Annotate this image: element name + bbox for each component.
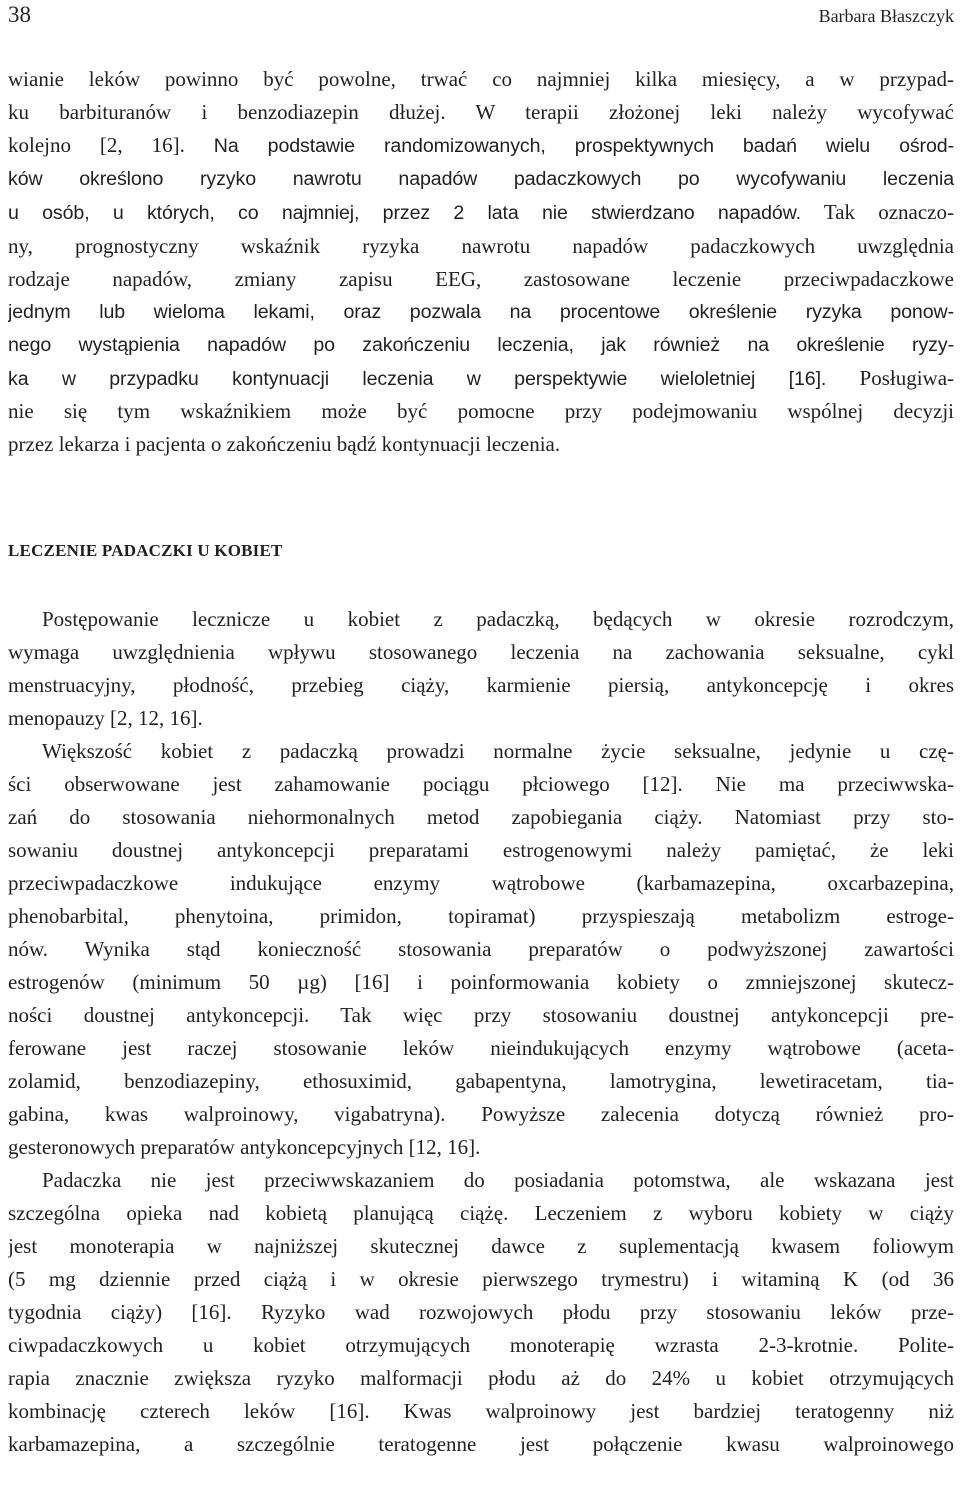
text-line: ny, prognostyczny wskaźnik ryzyka nawrotu napadów padaczkowych uwzględnia	[8, 233, 954, 258]
text-fragment: kolejno [2, 16].	[8, 133, 185, 157]
text-line: menopauzy [2, 12, 16].	[8, 706, 203, 730]
text-line: karbamazepina, a szczególnie teratogenne jest połączenie kwasu walproinowego	[8, 1432, 954, 1456]
text-line	[8, 362, 954, 396]
text-line: ku barbituranów i benzodiazepin dłużej. W terapii złożonej leki należy wycofywać	[8, 100, 954, 124]
text-line: gesteronowych preparatów antykoncepcyjnych [12, 16].	[8, 1135, 481, 1159]
text-line: rapia znacznie zwiększa ryzyko malformacji płodu aż do 24% u kobiet otrzymujących	[8, 1366, 954, 1390]
text-fragment: ka w przypadku kontynuacji leczenia w perspektywie wieloletniej [16].	[8, 367, 827, 390]
text-line: tygodnia ciąży) [16]. Ryzyko wad rozwojowych płodu przy stosowaniu leków prze-	[8, 1300, 954, 1324]
text-line: (5 mg dziennie przed ciążą i w okresie pierwszego trymestru) i witaminą K (od 36	[8, 1267, 954, 1291]
text-line: nów. Wynika stąd konieczność stosowania preparatów o podwyższonej zawartości	[8, 937, 954, 961]
text-line	[8, 196, 954, 230]
text-line: nie się tym wskaźnikiem może być pomocne przy podejmowaniu wspólnej decyzji	[8, 399, 954, 424]
page-number: 38	[8, 2, 31, 27]
text-line: szczególna opieka nad kobietą planującą ciążę. Leczeniem z wyboru kobiety w ciąży	[8, 1201, 954, 1225]
text-line: rodzaje napadów, zmiany zapisu EEG, zastosowane leczenie przeciwpadaczkowe	[8, 266, 954, 291]
text-line: zolamid, benzodiazepiny, ethosuximid, gabapentyna, lamotrygina, lewetiracetam, tia-	[8, 1069, 954, 1093]
paragraph-withdrawal	[8, 63, 954, 461]
text-fragment: Na podstawie randomizowanych, prospektywnych badań wielu ośrod-	[213, 135, 954, 157]
text-line: ferowane jest raczej stosowanie leków nieindukujących enzymy wątrobowe (aceta-	[8, 1036, 954, 1060]
paragraph-pregnancy	[8, 1164, 954, 1461]
text-line: ności doustnej antykoncepcji. Tak więc przy stosowaniu doustnej antykoncepcji pre-	[8, 1003, 954, 1027]
text-line: Większość kobiet z padaczką prowadzi normalne życie seksualne, jedynie u czę-	[42, 739, 954, 763]
text-line: wianie leków powinno być powolne, trwać co najmniej kilka miesięcy, a w przypad-	[8, 67, 954, 91]
document-page	[8, 0, 954, 1489]
text-line: Postępowanie lecznicze u kobiet z padaczką, będących w okresie rozrodczym,	[42, 607, 954, 631]
text-line: sowaniu doustnej antykoncepcji preparatami estrogenowymi należy pamiętać, że leki	[8, 838, 954, 862]
text-line: kombinację czterech leków [16]. Kwas walproinowy jest bardziej teratogenny niż	[8, 1399, 954, 1423]
text-line: nego wystąpienia napadów po zakończeniu leczenia, jak również na określenie ryzy-	[8, 333, 954, 356]
text-line: zań do stosowania niehormonalnych metod zapobiegania ciąży. Natomiast przy sto-	[8, 805, 954, 829]
text-line: jest monoterapia w najniższej skutecznej dawce z suplementacją kwasem foliowym	[8, 1234, 954, 1258]
text-line: przez lekarza i pacjenta o zakończeniu bądź kontynuacji leczenia.	[8, 432, 561, 457]
text-line: przeciwpadaczkowe indukujące enzymy wątrobowe (karbamazepina, oxcarbazepina,	[8, 871, 954, 895]
text-line: ści obserwowane jest zahamowanie pociągu płciowego [12]. Nie ma przeciwwska-	[8, 772, 954, 796]
text-fragment: Posługiwa-	[859, 365, 954, 390]
paragraph-treatment-overview	[8, 603, 954, 735]
text-line: ciwpadaczkowych u kobiet otrzymujących monoterapię wzrasta 2-3-krotnie. Polite-	[8, 1333, 954, 1357]
paragraph-contraception	[8, 735, 954, 1164]
text-line: jednym lub wieloma lekami, oraz pozwala na procentowe określenie ryzyka ponow-	[8, 300, 954, 323]
text-line: phenobarbital, phenytoina, primidon, topiramat) przyspieszają metabolizm estroge-	[8, 904, 954, 928]
text-line	[8, 129, 954, 163]
running-header-author: Barbara Błaszczyk	[818, 6, 954, 26]
text-fragment: Tak oznaczo-	[823, 199, 954, 224]
text-line: Padaczka nie jest przeciwwskazaniem do posiadania potomstwa, ale wskazana jest	[42, 1168, 954, 1192]
text-line: estrogenów (minimum 50 µg) [16] i poinformowania kobiety o zmniejszonej skutecz-	[8, 970, 954, 994]
text-line: wymaga uwzględnienia wpływu stosowanego leczenia na zachowania seksualne, cykl	[8, 640, 954, 664]
text-line: menstruacyjny, płodność, przebieg ciąży, karmienie piersią, antykoncepcję i okres	[8, 673, 954, 697]
text-line: ków określono ryzyko nawrotu napadów padaczkowych po wycofywaniu leczenia	[8, 167, 954, 190]
text-fragment: u osób, u których, co najmniej, przez 2 lata nie stwierdzano napadów.	[8, 201, 801, 224]
text-line: gabina, kwas walproinowy, vigabatryna). Powyższe zalecenia dotyczą również pro-	[8, 1102, 954, 1126]
section-heading: LECZENIE PADACZKI U KOBIET	[8, 541, 283, 560]
running-header	[8, 0, 954, 34]
